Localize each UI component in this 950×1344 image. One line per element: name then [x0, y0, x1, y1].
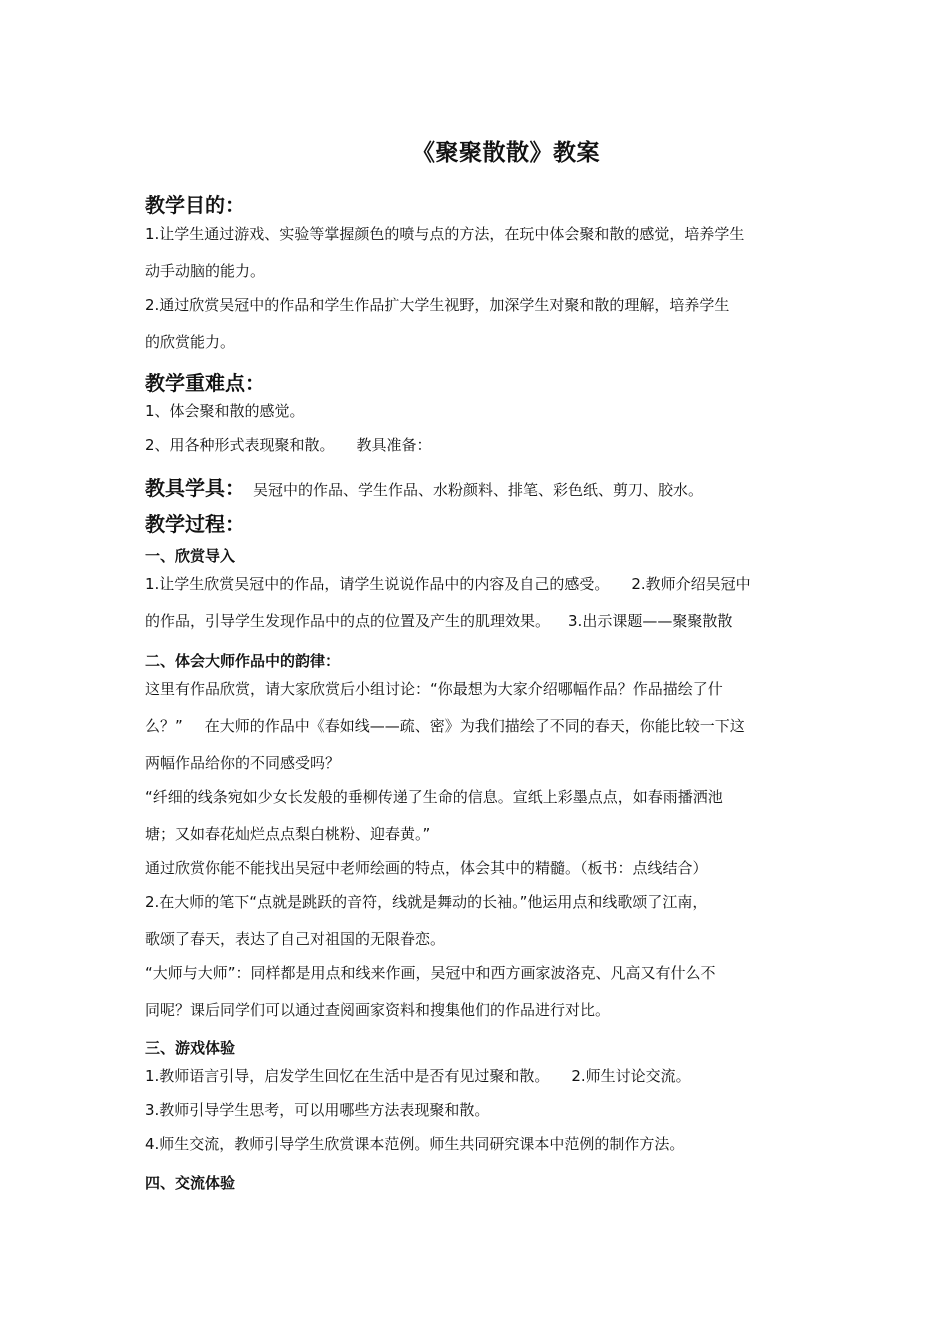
- part1-line-1: [145, 577, 751, 592]
- part2-line-2: [145, 719, 745, 734]
- goals-line-3: 2.通过欣赏吴冠中的作品和学生作品扩大学生视野，加深学生对聚和散的理解，培养学生: [145, 296, 730, 314]
- goals-heading: 教学目的：: [145, 193, 245, 217]
- key-points-line-2-tools: 教具准备：: [356, 436, 432, 454]
- part3-line-1-text: 1.教师语言引导，启发学生回忆在生活中是否有见过聚和散。: [145, 1067, 550, 1085]
- part2-line-2-tail: 在大师的作品中《春如线——疏、密》为我们描绘了不同的春天，你能比较一下这: [204, 717, 745, 735]
- goals-line-1: 1.让学生通过游戏、实验等掌握颜色的喷与点的方法，在玩中体会聚和散的感觉，培养学生: [145, 225, 745, 243]
- part2-line-5: 塘；又如春花灿烂点点梨白桃粉、迎春黄。”: [145, 825, 431, 843]
- part2-line-10: 同呢？课后同学们可以通过查阅画家资料和搜集他们的作品进行对比。: [145, 1001, 611, 1019]
- part1-line-2-tail: 3.出示课题——聚聚散散: [568, 612, 733, 630]
- part2-line-7: 2.在大师的笔下“点就是跳跃的音符，线就是舞动的长袖。”他运用点和线歌颂了江南，: [145, 893, 708, 911]
- part4-heading: 四、交流体验: [145, 1174, 236, 1192]
- part2-line-1: 这里有作品欣赏，请大家欣赏后小组讨论：“你最想为大家介绍哪幅作品？作品描绘了什: [145, 680, 723, 698]
- materials-row: [145, 472, 703, 501]
- part1-line-2-text: 的作品，引导学生发现作品中的点的位置及产生的肌理效果。: [145, 612, 551, 630]
- part2-line-2-text: 么？”: [145, 717, 183, 735]
- key-points-heading: 教学重难点：: [145, 371, 265, 395]
- process-heading: 教学过程：: [145, 512, 245, 536]
- part3-line-1: [145, 1069, 691, 1084]
- goals-line-4: 的欣赏能力。: [145, 333, 236, 351]
- key-points-line-2: [145, 438, 432, 453]
- part2-line-3: 两幅作品给你的不同感受吗？: [145, 754, 341, 772]
- part3-heading: 三、游戏体验: [145, 1039, 236, 1057]
- part3-line-2: 3.教师引导学生思考，可以用哪些方法表现聚和散。: [145, 1101, 490, 1119]
- part2-line-6: 通过欣赏你能不能找出吴冠中老师绘画的特点，体会其中的精髓。（板书：点线结合）: [145, 859, 708, 877]
- part1-line-1-tail: 2.教师介绍吴冠中: [631, 575, 751, 593]
- part2-line-8: 歌颂了春天，表达了自己对祖国的无限眷恋。: [145, 930, 446, 948]
- part1-line-2: [145, 614, 732, 629]
- part3-line-3: 4.师生交流，教师引导学生欣赏课本范例。师生共同研究课本中范例的制作方法。: [145, 1135, 685, 1153]
- part2-heading: 二、体会大师作品中的韵律：: [145, 652, 341, 670]
- part1-heading: 一、欣赏导入: [145, 547, 236, 565]
- document-title: 《聚聚散散》教案: [412, 140, 600, 166]
- part2-line-9: “大师与大师”：同样都是用点和线来作画，吴冠中和西方画家波洛克、凡高又有什么不: [145, 964, 716, 982]
- key-points-line-1: 1、体会聚和散的感觉。: [145, 402, 305, 420]
- goals-line-2: 动手动脑的能力。: [145, 262, 266, 280]
- materials-heading: 教具学具：: [145, 476, 245, 500]
- materials-text: 吴冠中的作品、学生作品、水粉颜料、排笔、彩色纸、剪刀、胶水。: [253, 481, 704, 499]
- part3-line-1-tail: 2.师生讨论交流。: [571, 1067, 691, 1085]
- key-points-line-2-text: 2、用各种形式表现聚和散。: [145, 436, 335, 454]
- part2-line-4: “纤细的线条宛如少女长发般的垂柳传递了生命的信息。宣纸上彩墨点点，如春雨播洒池: [145, 788, 723, 806]
- part1-line-1-text: 1.让学生欣赏吴冠中的作品，请学生说说作品中的内容及自己的感受。: [145, 575, 610, 593]
